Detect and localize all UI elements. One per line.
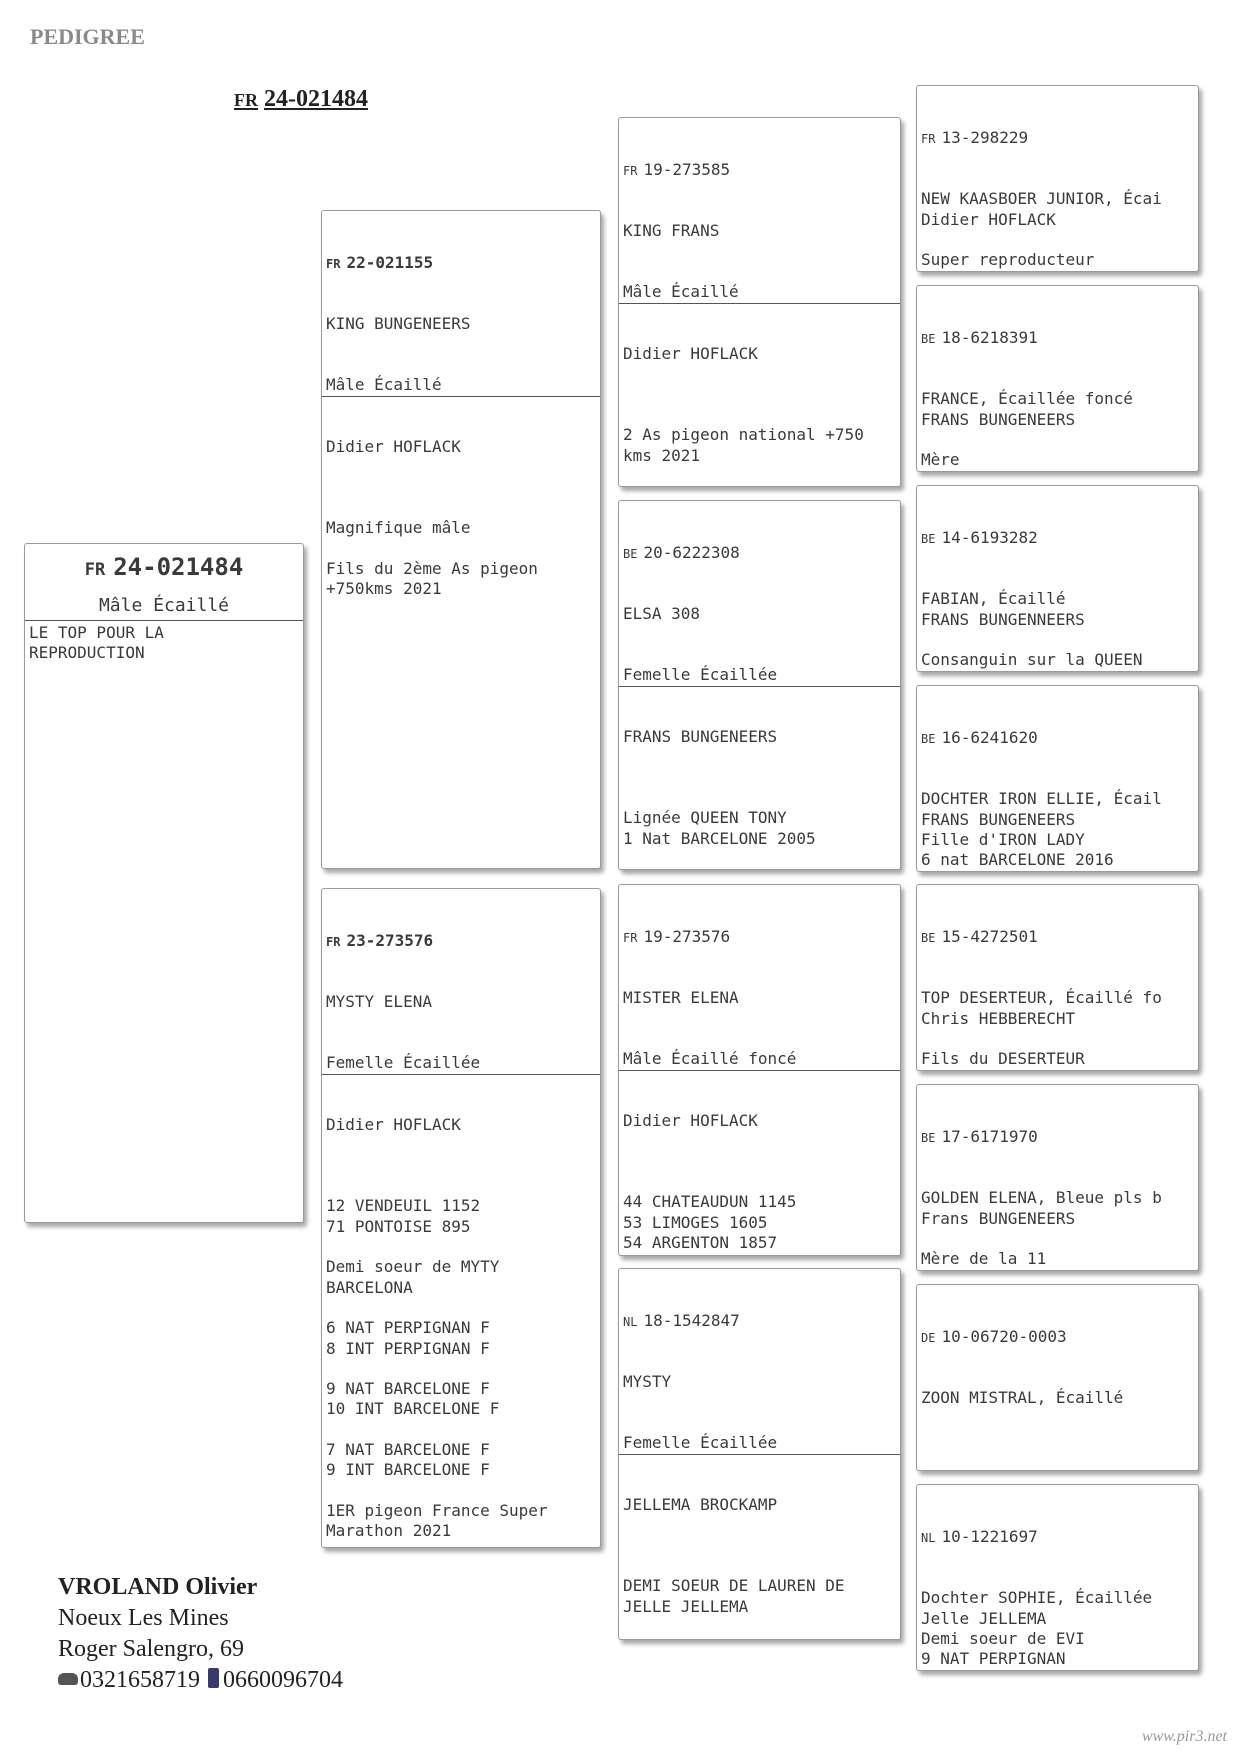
ancestor-text: TOP DESERTEUR, Écaillé fo Chris HEBBERECHT Fils du DESERTEUR	[921, 988, 1162, 1069]
breeder: Didier HOFLACK	[623, 344, 758, 364]
owner-name: VROLAND Olivier	[58, 1574, 258, 1600]
grandsire-paternal-card	[618, 117, 901, 487]
sire-card	[321, 210, 601, 869]
footer-url: www.pir3.net	[1141, 1728, 1227, 1745]
country-code: DE	[921, 1330, 936, 1345]
ancestor-text: FRANCE, Écaillée foncé FRANS BUNGENEERS Mère	[921, 389, 1133, 470]
ring-number: 24-021484	[264, 86, 368, 112]
country-code: BE	[623, 546, 638, 561]
ring-number: 19-273576	[643, 926, 731, 946]
ancestor-text: Dochter SOPHIE, Écaillée Jelle JELLEMA Demi soeur de EVI 9 NAT PERPIGNAN	[921, 1588, 1153, 1669]
breeder: Didier HOFLACK	[326, 437, 461, 457]
subject-ring-heading	[234, 86, 368, 113]
bird-sex: Mâle Écaillé foncé	[619, 1049, 900, 1070]
owner-mobile: 0660096704	[223, 1667, 343, 1693]
bird-notes: 12 VENDEUIL 1152 71 PONTOISE 895 Demi soeur de MYTY BARCELONA 6 NAT PERPIGNAN F 8 INT PERPIGNAN F 9 NAT BARCELONE F 10 INT BARCELONE F 7 NAT BARCELONE F 9 INT BARCELONE F 1ER pigeon France Super Marathon 2021	[326, 1196, 548, 1541]
owner-street: Roger Salengro, 69	[58, 1636, 244, 1662]
country-code: FR	[921, 131, 936, 146]
ancestor-text: DOCHTER IRON ELLIE, Écail FRANS BUNGENEERS Fille d'IRON LADY 6 nat BARCELONE 2016	[921, 789, 1162, 870]
bird-name: KING FRANS	[623, 221, 720, 241]
country-code: NL	[921, 1530, 936, 1545]
bird-name: MYSTY ELENA	[326, 992, 432, 1012]
breeder: FRANS BUNGENEERS	[623, 727, 778, 747]
country-code: FR	[326, 256, 341, 271]
subject-card	[24, 543, 304, 1223]
bird-sex: Femelle Écaillée	[322, 1053, 600, 1074]
ancestor-card-4	[916, 685, 1199, 872]
bird-sex: Femelle Écaillée	[619, 1433, 900, 1454]
ring-number: 24-021484	[113, 553, 244, 581]
granddam-paternal-card	[618, 500, 901, 870]
bird-notes: 44 CHATEAUDUN 1145 53 LIMOGES 1605 54 ARGENTON 1857	[623, 1192, 797, 1253]
bird-notes: Magnifique mâle Fils du 2ème As pigeon +750kms 2021	[326, 518, 538, 599]
phone-icon	[58, 1673, 78, 1685]
bird-notes: 2 As pigeon national +750 kms 2021	[623, 425, 864, 465]
grandsire-maternal-card	[618, 884, 901, 1256]
bird-name: MISTER ELENA	[623, 988, 739, 1008]
breeder: JELLEMA BROCKAMP	[623, 1495, 778, 1515]
ring-number: 18-6218391	[941, 327, 1038, 347]
country-code: BE	[921, 930, 936, 945]
subject-sex: Mâle Écaillé	[25, 595, 303, 621]
ring-number: 10-1221697	[941, 1526, 1038, 1546]
country-code: FR	[623, 163, 638, 178]
ancestor-card-7	[916, 1284, 1199, 1471]
country-code: BE	[921, 1130, 936, 1145]
mobile-phone-icon	[208, 1668, 219, 1688]
ancestor-card-5	[916, 884, 1199, 1071]
ring-number: 15-4272501	[941, 926, 1038, 946]
ancestor-text: ZOON MISTRAL, Écaillé	[921, 1388, 1124, 1408]
ring-number: 20-6222308	[643, 542, 740, 562]
country-code: BE	[921, 331, 936, 346]
bird-name: MYSTY	[623, 1372, 672, 1392]
ring-number: 13-298229	[941, 127, 1029, 147]
ancestor-card-3	[916, 485, 1199, 672]
bird-sex: Mâle Écaillé	[619, 282, 900, 303]
ancestor-text: GOLDEN ELENA, Bleue pls b Frans BUNGENEERS Mère de la 11	[921, 1188, 1162, 1269]
bird-name: KING BUNGENEERS	[326, 314, 471, 334]
ring-number: 10-06720-0003	[941, 1326, 1067, 1346]
owner-city: Noeux Les Mines	[58, 1605, 229, 1631]
ring-number: 23-273576	[346, 930, 434, 950]
owner-block	[58, 1572, 343, 1696]
page-title: PEDIGREE	[30, 24, 145, 49]
bird-notes: DEMI SOEUR DE LAUREN DE JELLE JELLEMA	[623, 1576, 845, 1616]
ring-number: 17-6171970	[941, 1126, 1038, 1146]
granddam-maternal-card	[618, 1268, 901, 1640]
ring-number: 22-021155	[346, 252, 434, 272]
ancestor-text: NEW KAASBOER JUNIOR, Écai Didier HOFLACK Super reproducteur	[921, 189, 1162, 270]
bird-sex: Femelle Écaillée	[619, 665, 900, 686]
bird-notes: Lignée QUEEN TONY 1 Nat BARCELONE 2005	[623, 808, 816, 848]
country-code: FR	[84, 560, 106, 580]
subject-ring	[25, 552, 303, 585]
country-code: BE	[921, 731, 936, 746]
country-code: FR	[326, 934, 341, 949]
ancestor-card-6	[916, 1084, 1199, 1271]
subject-notes: LE TOP POUR LA REPRODUCTION	[29, 623, 164, 663]
bird-sex: Mâle Écaillé	[322, 375, 600, 396]
country-code: NL	[623, 1314, 638, 1329]
country-code: FR	[623, 930, 638, 945]
ring-number: 19-273585	[643, 159, 731, 179]
owner-contacts	[58, 1665, 343, 1696]
ring-number: 18-1542847	[643, 1310, 740, 1330]
ancestor-card-8	[916, 1484, 1199, 1671]
ancestor-card-1	[916, 85, 1199, 272]
breeder: Didier HOFLACK	[623, 1111, 758, 1131]
dam-card	[321, 888, 601, 1548]
ring-number: 16-6241620	[941, 727, 1038, 747]
country-code: BE	[921, 531, 936, 546]
bird-name: ELSA 308	[623, 604, 701, 624]
ancestor-text: FABIAN, Écaillé FRANS BUNGENNEERS Consanguin sur la QUEEN	[921, 589, 1143, 670]
ancestor-card-2	[916, 285, 1199, 472]
country-code: FR	[234, 90, 258, 110]
ring-number: 14-6193282	[941, 527, 1038, 547]
owner-phone: 0321658719	[80, 1667, 200, 1693]
breeder: Didier HOFLACK	[326, 1115, 461, 1135]
